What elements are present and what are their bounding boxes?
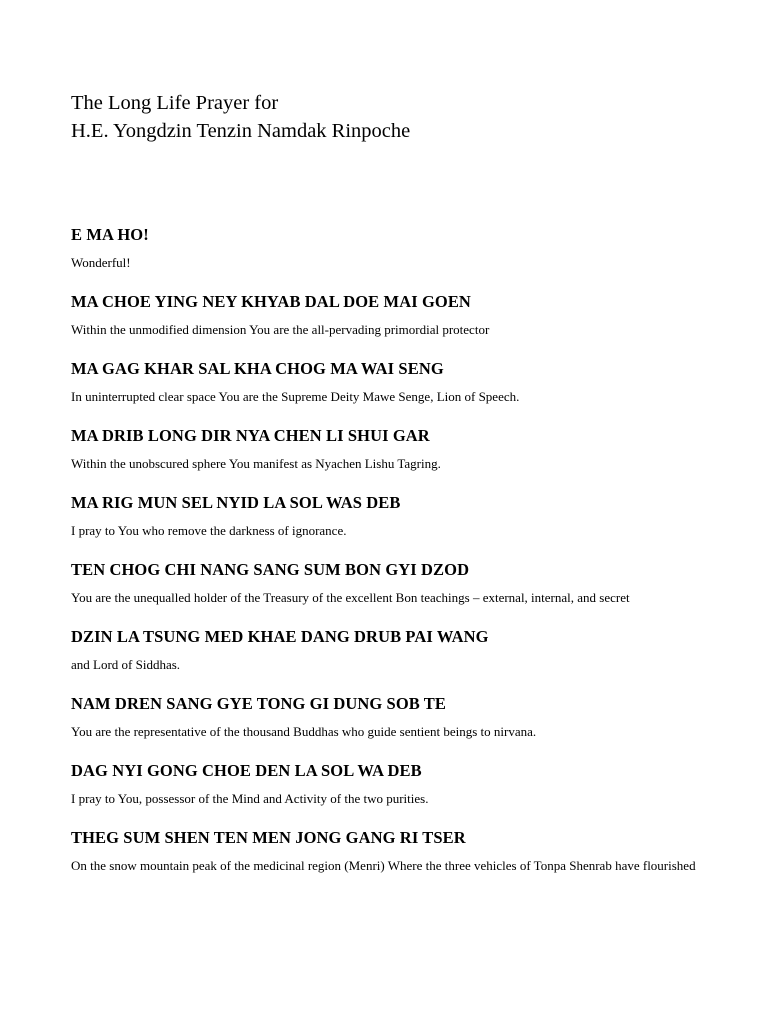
verse-heading: MA RIG MUN SEL NYID LA SOL WAS DEB <box>71 493 401 512</box>
verse-2 <box>71 291 711 339</box>
verse-translation: You are the unequalled holder of the Treasury of the excellent Bon teachings – external, internal, and secret <box>71 590 630 605</box>
verse-heading: MA GAG KHAR SAL KHA CHOG MA WAI SENG <box>71 359 444 378</box>
verse-translation: Within the unobscured sphere You manifest as Nyachen Lishu Tagring. <box>71 456 441 471</box>
verse-10 <box>71 827 711 875</box>
document-title <box>71 89 711 145</box>
verse-7 <box>71 626 711 674</box>
title-line-1: The Long Life Prayer for <box>71 92 279 114</box>
verse-8 <box>71 693 711 741</box>
verse-translation: I pray to You, possessor of the Mind and Activity of the two purities. <box>71 791 429 806</box>
verse-translation: You are the representative of the thousand Buddhas who guide sentient beings to nirvana. <box>71 724 537 739</box>
verse-4 <box>71 425 711 473</box>
title-line-2: H.E. Yongdzin Tenzin Namdak Rinpoche <box>71 120 411 142</box>
verse-heading: DAG NYI GONG CHOE DEN LA SOL WA DEB <box>71 761 422 780</box>
verse-translation: and Lord of Siddhas. <box>71 657 181 672</box>
verse-heading: TEN CHOG CHI NANG SANG SUM BON GYI DZOD <box>71 560 470 579</box>
verse-list <box>71 224 711 894</box>
verse-heading: THEG SUM SHEN TEN MEN JONG GANG RI TSER <box>71 828 466 847</box>
verse-6 <box>71 559 711 607</box>
verse-translation: In uninterrupted clear space You are the Supreme Deity Mawe Senge, Lion of Speech. <box>71 389 520 404</box>
verse-heading: NAM DREN SANG GYE TONG GI DUNG SOB TE <box>71 694 447 713</box>
verse-translation: I pray to You who remove the darkness of ignorance. <box>71 523 347 538</box>
verse-heading: MA CHOE YING NEY KHYAB DAL DOE MAI GOEN <box>71 292 471 311</box>
verse-heading: MA DRIB LONG DIR NYA CHEN LI SHUI GAR <box>71 426 430 445</box>
verse-translation: On the snow mountain peak of the medicinal region (Menri) Where the three vehicles of Tonpa Shenrab have flourished <box>71 858 696 873</box>
verse-translation: Wonderful! <box>71 255 131 270</box>
verse-translation: Within the unmodified dimension You are the all-pervading primordial protector <box>71 322 490 337</box>
verse-heading: E MA HO! <box>71 225 149 244</box>
verse-1 <box>71 224 711 272</box>
verse-heading: DZIN LA TSUNG MED KHAE DANG DRUB PAI WANG <box>71 627 489 646</box>
verse-5 <box>71 492 711 540</box>
verse-3 <box>71 358 711 406</box>
verse-9 <box>71 760 711 808</box>
